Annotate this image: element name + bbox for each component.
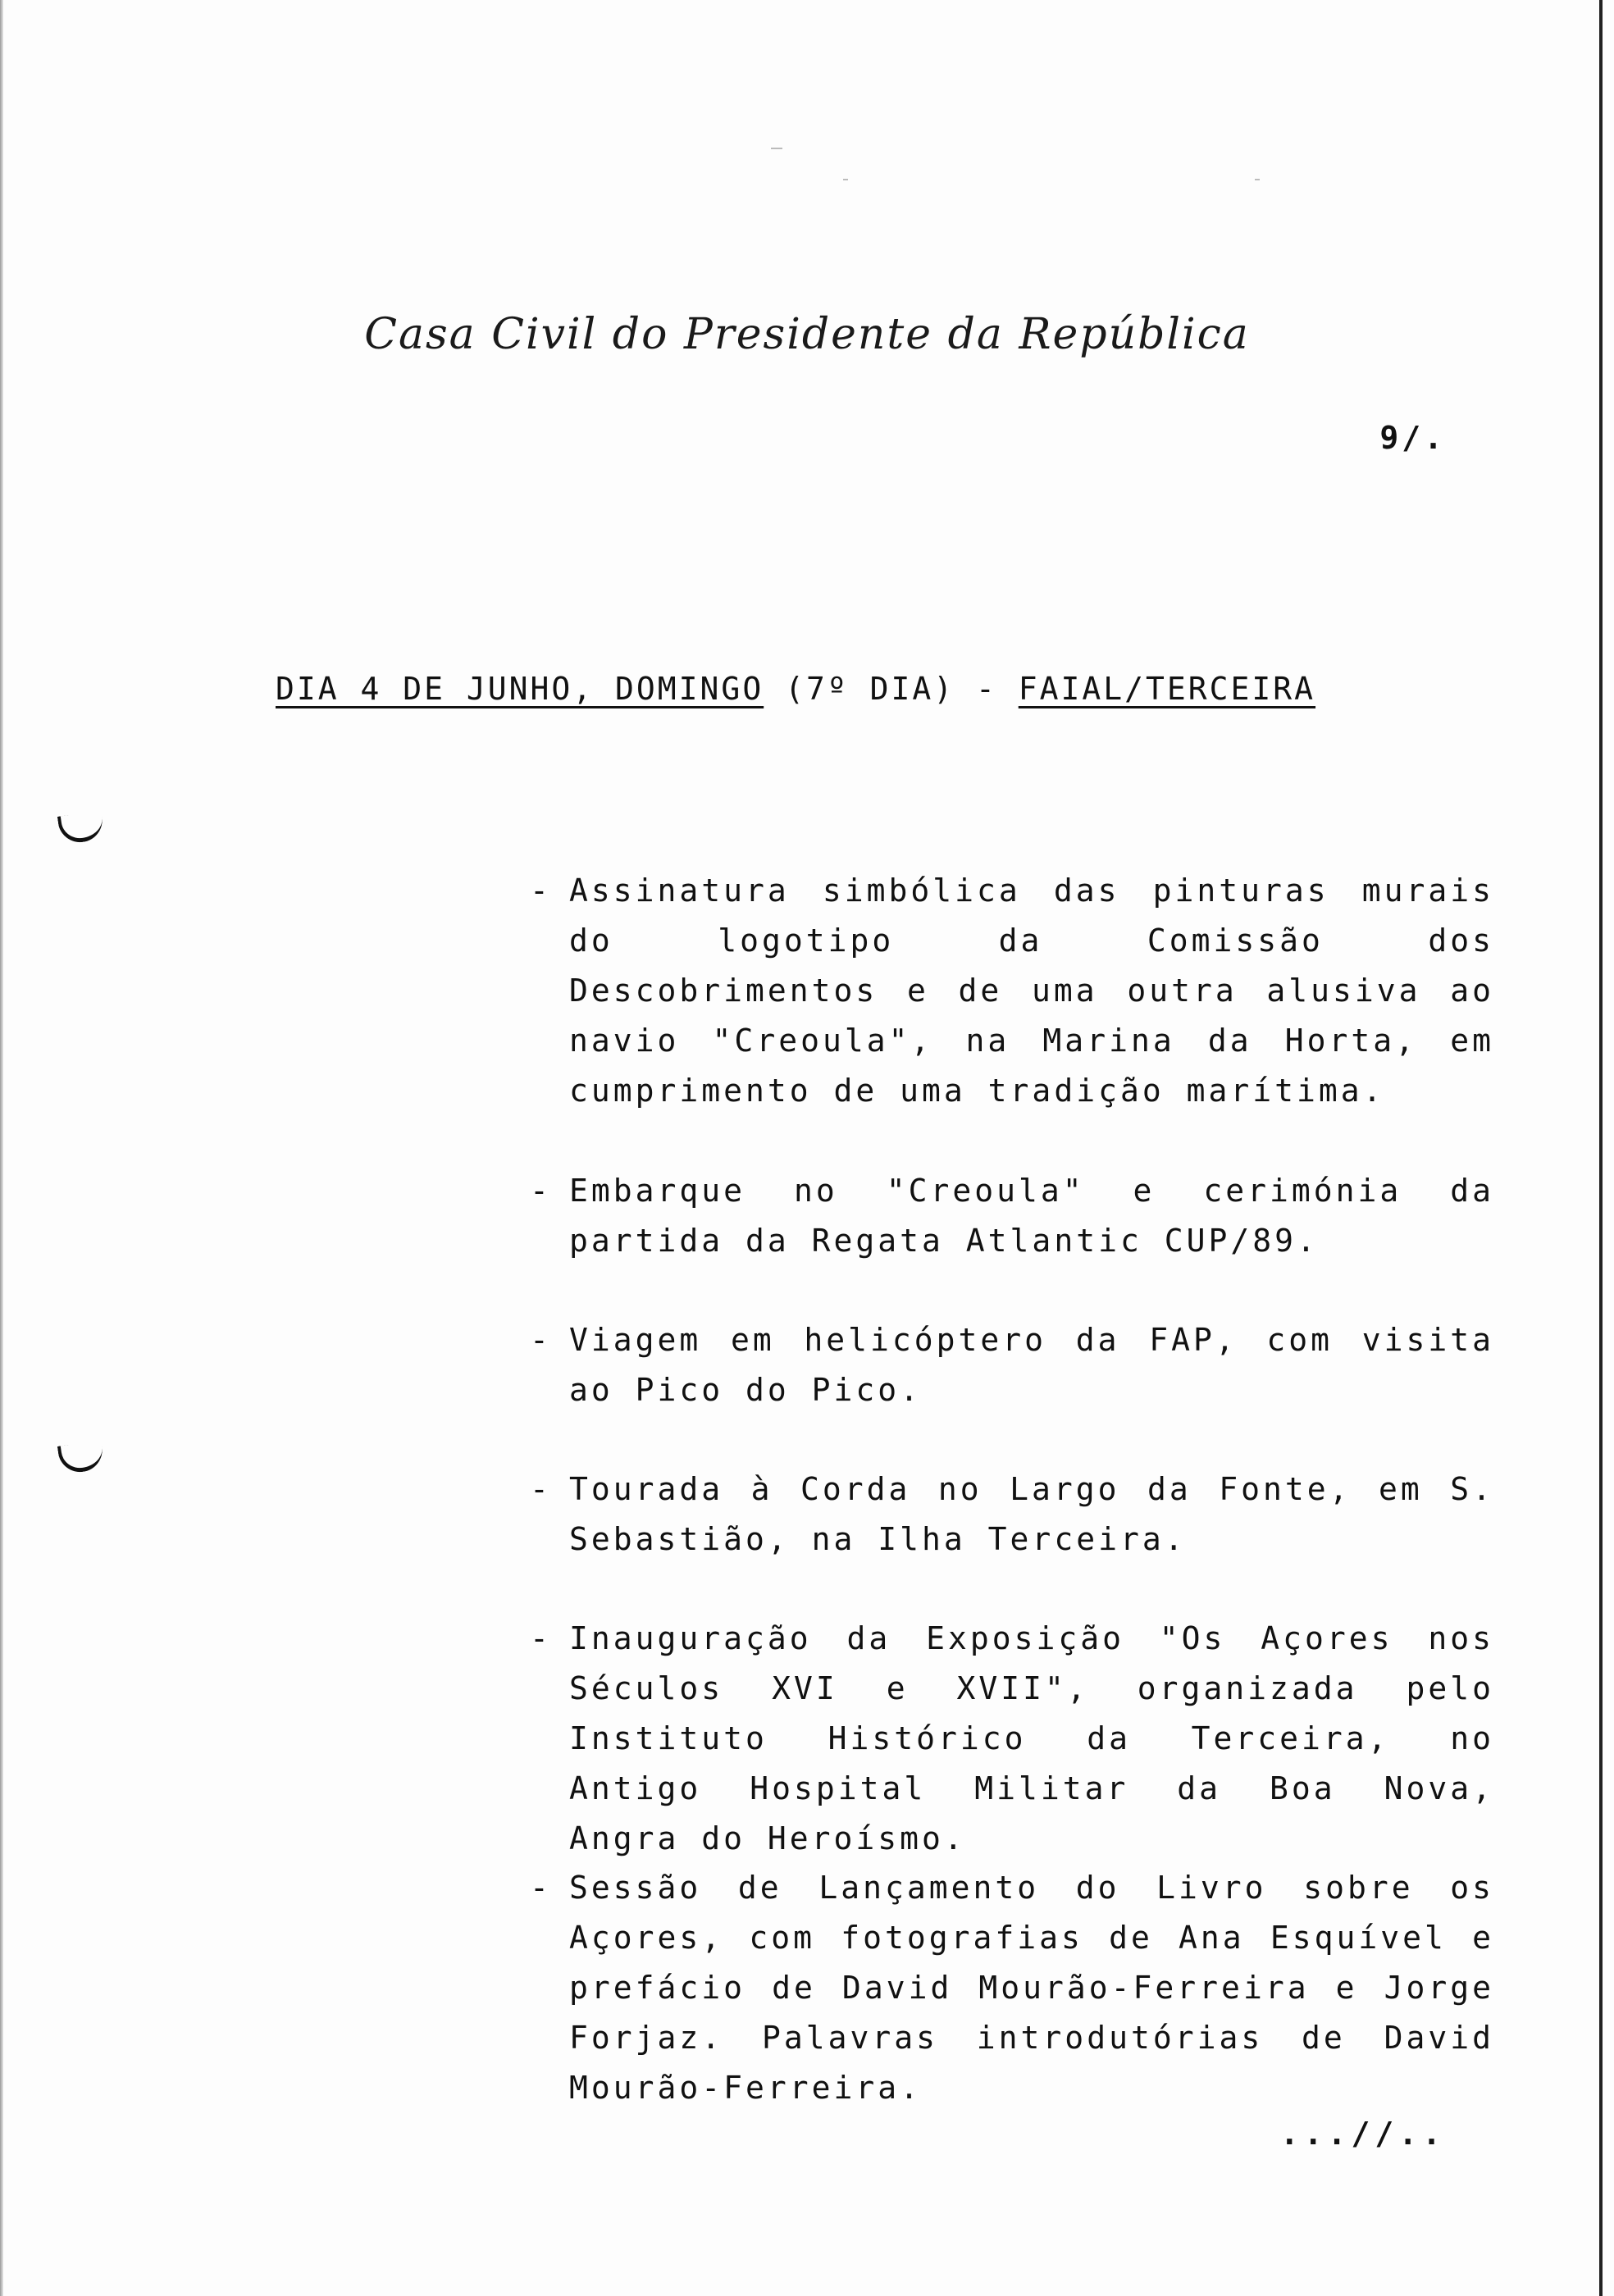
agenda-item: - Inauguração da Exposição "Os Açores nos Séculos XVI e XVII", organizada pelo Instituto Histórico da Terceira, no Antigo Hospital Militar da Boa Nova, Angra do Heroísmo.: [530, 1614, 1494, 1864]
agenda-item: - Embarque no "Creoula" e cerimónia da partida da Regata Atlantic CUP/89.: [530, 1166, 1494, 1266]
agenda-item: - Assinatura simbólica das pinturas murais do logotipo da Comissão dos Descobrimentos e de uma outra alusiva ao navio "Creoula", na Marina da Horta, em cumprimento de uma tradição marítima.: [530, 866, 1494, 1116]
margin-check-mark: [57, 1440, 105, 1474]
margin-check-mark: [57, 810, 105, 845]
continuation-mark: ...//..: [1279, 2116, 1446, 2152]
agenda-item: - Viagem em helicóptero da FAP, com visita ao Pico do Pico.: [530, 1315, 1494, 1415]
heading-location: FAIAL/TERCEIRA: [1018, 671, 1316, 707]
heading-day-count: (7º DIA) -: [764, 671, 1019, 707]
letterhead: Casa Civil do Presidente da República: [364, 310, 1250, 359]
agenda-item: - Sessão de Lançamento do Livro sobre os Açores, com fotografias de Ana Esquível e prefácio de David Mourão-Ferreira e Jorge Forjaz. Palavras introdutórias de David Mourão-Ferreira.: [530, 1863, 1494, 2113]
scan-dust: [843, 179, 848, 180]
agenda-item: - Tourada à Corda no Largo da Fonte, em S. Sebastião, na Ilha Terceira.: [530, 1465, 1494, 1565]
day-heading: [276, 671, 1315, 707]
page-number: 9/.: [1379, 420, 1446, 456]
heading-date: DIA 4 DE JUNHO, DOMINGO: [276, 671, 764, 707]
scan-dust: [771, 148, 782, 149]
scan-dust: [1255, 179, 1260, 180]
